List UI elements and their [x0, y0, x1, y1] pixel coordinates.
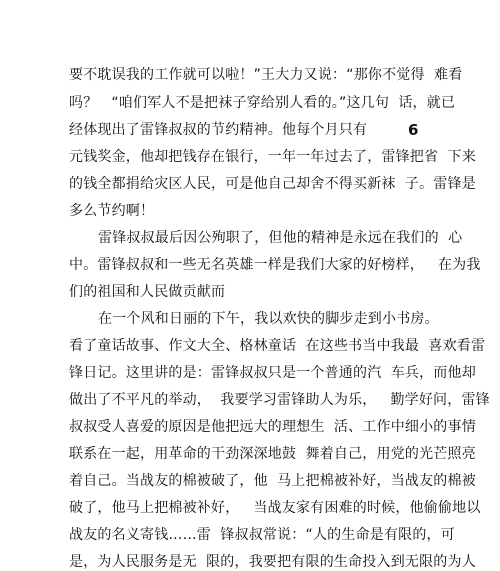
text-line-5: 的钱全都捐给灾区人民，可是他自己却舍不得买新袜 子。雷锋是: [69, 176, 476, 192]
text-line-14: 叔叔受人喜爱的原因是他把远大的理想生 活、工作中细小的事情: [69, 419, 476, 435]
text-line-2: 吗？ “咱们军人不是把袜子穿给别人看的。”这几句 话，就已: [69, 95, 456, 111]
text-line-17: 破了，他马上把棉被补好， 当战友家有困难的时候，他偷偷地以: [69, 500, 481, 516]
text-line-1: 要不耽误我的工作就可以啦！”王大力又说：“那你不觉得 难看: [69, 67, 463, 83]
text-line-18: 战友的名义寄钱……雷 锋叔叔常说：“人的生命是有限的，可: [69, 527, 455, 543]
text-line-11: 看了童话故事、作文大全、格林童话 在这些书当中我最 喜欢看雷: [69, 338, 486, 354]
text-line-16: 着自己。当战友的棉被破了，他 马上把棉被补好，当战友的棉被: [69, 473, 476, 489]
text-line-3: 经体现出了雷锋叔叔的节约精神。他每个月只有: [69, 122, 368, 138]
text-line-15: 联系在一起，用革命的干劲深深地鼓 舞着自己，用党的光芒照亮: [69, 446, 476, 462]
text-line-19: 是，为人民服务是无 限的，我要把有限的生命投入到无限的为人: [69, 554, 476, 570]
text-line-6: 多么节约啊！: [69, 203, 155, 219]
text-line-4: 元钱奖金，他却把钱存在银行，一年一年过去了，雷锋把省 下来: [69, 149, 476, 165]
text-line-12: 锋日记。这里讲的是：雷锋叔叔只是一个普通的汽 车兵，而他却: [69, 365, 476, 381]
text-line-10: 在一个风和日丽的下午，我以欢快的脚步走到小书房。: [98, 311, 439, 327]
page-number-6: 6: [408, 121, 419, 139]
text-line-9: 们的祖国和人民做贡献而: [69, 284, 226, 300]
text-line-7: 雷锋叔叔最后因公殉职了，但他的精神是永远在我们的 心: [98, 230, 463, 246]
text-line-13: 做出了不平凡的举动， 我要学习雷锋助人为乐， 勤学好问，雷锋: [69, 392, 490, 408]
text-line-8: 中。雷锋叔叔和一些无名英雄一样是我们大家的好榜样， 在为我: [69, 257, 481, 273]
